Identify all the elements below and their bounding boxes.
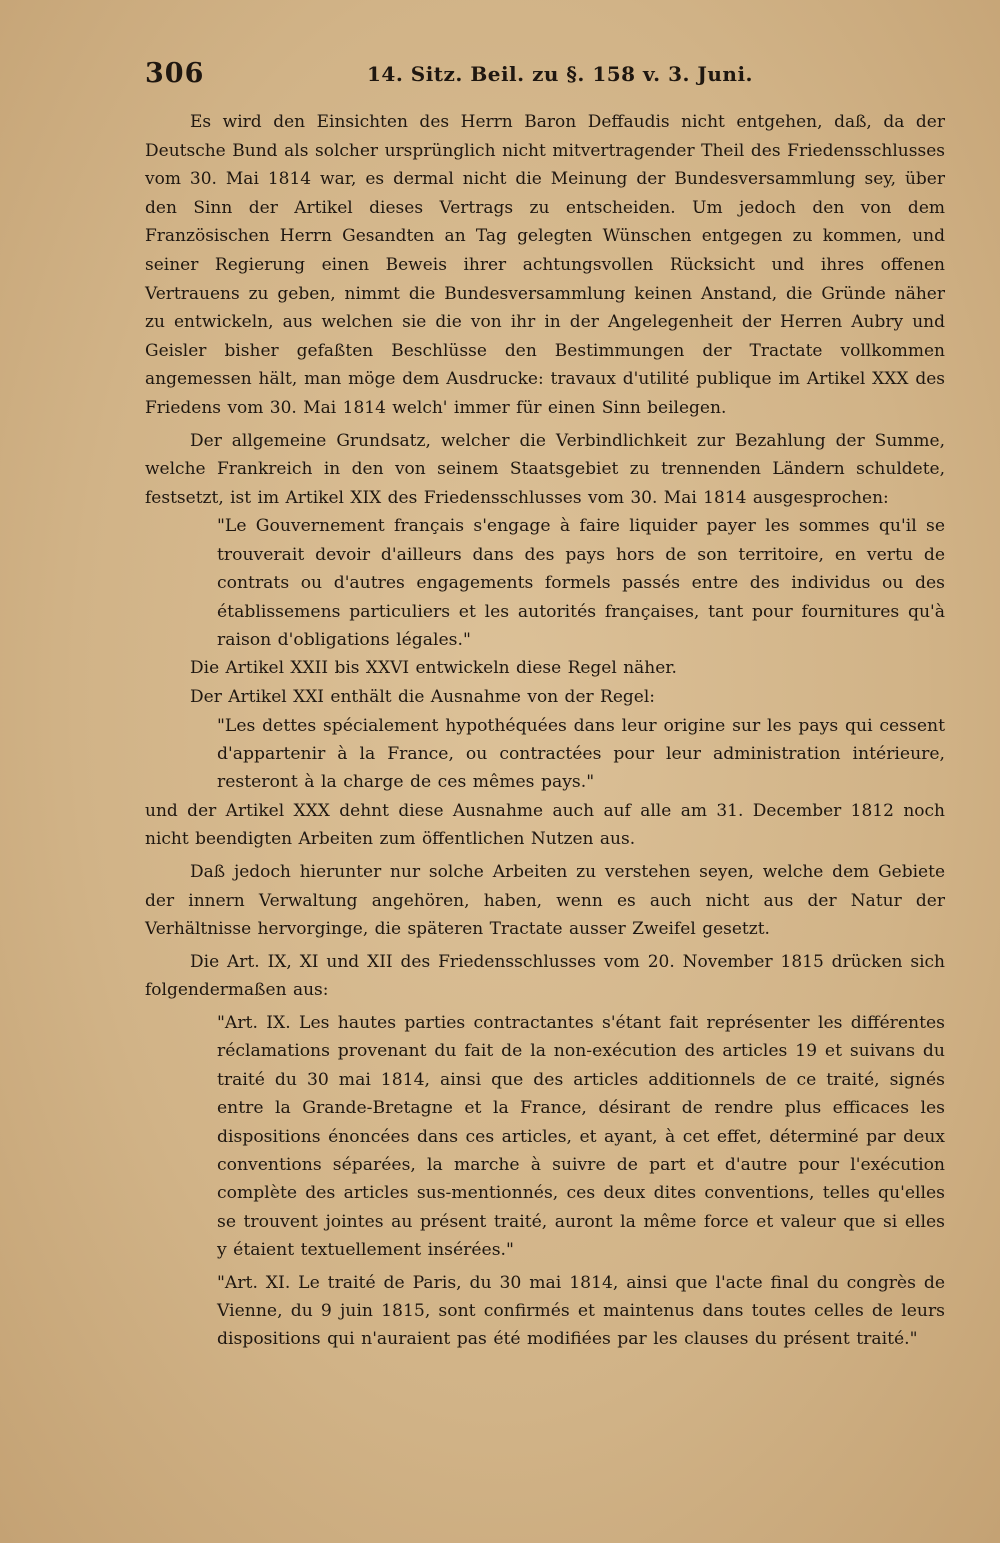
paragraph-6: Daß jedoch hierunter nur solche Arbeiten zu verstehen seyen, welche dem Gebiete der innern Verwaltung angehören, haben, wenn es auch nicht aus der Natur der Verhältnisse hervorginge, die späteren Tractate ausser Zweifel gesetzt. [145,861,945,940]
quote-article-xi: "Art. XI. Le traité de Paris, du 30 mai 1814, ainsi que l'acte final du congrès de Vienne, du 9 juin 1815, sont confirmés et maintenus dans toutes celles de leurs dispositions qui n'auraient pas été modifiées par les clauses du présent traité." [217,1272,945,1350]
paragraph-4: Der Artikel XXI enthält die Ausnahme von der Regel: [190,686,655,707]
paragraph-3: Die Artikel XXII bis XXVI entwickeln diese Regel näher. [190,658,677,679]
running-head: 14. Sitz. Beil. zu §. 158 v. 3. Juni. [367,62,754,86]
body-text [145,108,945,1354]
paragraph-5: und der Artikel XXX dehnt diese Ausnahme auch auf alle am 31. December 1812 noch nicht beendigten Arbeiten zum öffentlichen Nutzen aus. [145,800,945,850]
paragraph-1: Es wird den Einsichten des Herrn Baron Deffaudis nicht entgehen, daß, da der Deutsche Bund als solcher ursprünglich nicht mitvertragender Theil des Friedensschlusses vom 30. Mai 1814 war, es dermal nicht die Meinung der Bundesversammlung sey, über den Sinn der Artikel dieses Vertrags zu entscheiden. Um jedoch den von dem Französischen Herrn Gesandten an Tag gelegten Wünschen entgegen zu kommen, und seiner Regierung einen Beweis ihrer achtungsvollen Rücksicht und ihres offenen Vertrauens zu geben, nimmt die Bundesversammlung keinen Anstand, die Gründe näher zu entwickeln, aus welchen sie die von ihr in der Angelegenheit der Herren Aubry und Geisler bisher gefaßten Beschlüsse den Bestimmungen der Tractate vollkommen angemessen hält, man möge dem Ausdrucke: travaux d'utilité publique im Artikel XXX des Friedens vom 30. Mai 1814 welch' immer für einen Sinn beilegen. [145,112,945,418]
quote-article-xix: "Le Gouvernement français s'engage à faire liquider payer les sommes qu'il se trouverait devoir d'ailleurs dans des pays hors de son territoire, en vertu de contrats ou d'autres engagements formels passés entre des individus ou des établissemens particuliers et les autorités françaises, tant pour fournitures qu'à raison d'obligations légales." [217,516,945,650]
page-header [145,58,940,98]
page-number: 306 [145,58,205,89]
paragraph-2: Der allgemeine Grundsatz, welcher die Verbindlichkeit zur Bezahlung der Summe, welche Frankreich in den von seinem Staatsgebiet zu trennenden Ländern schuldete, festsetzt, ist im Artikel XIX des Friedensschlusses vom 30. Mai 1814 ausgesprochen: [145,430,945,508]
quote-article-ix: "Art. IX. Les hautes parties contractantes s'étant fait représenter les différentes réclamations provenant du fait de la non-exécution des articles 19 et suivans du traité du 30 mai 1814, ainsi que des articles additionnels de ce traité, signés entre la Grande-Bretagne et la France, désirant de rendre plus efficaces les dispositions énoncées dans ces articles, et ayant, à cet effet, déterminé par deux conventions séparées, la marche à suivre de part et d'autre pour l'exécution complète des articles sus-mentionnés, ces deux dites conventions, telles qu'elles se trouvent jointes au présent traité, auront la même force et valeur que si elles y étaient textuellement insérées." [217,1012,945,1261]
quote-article-xxi: "Les dettes spécialement hypothéquées dans leur origine sur les pays qui cessent d'appartenir à la France, ou contractées pour leur administration intérieure, resteront à la charge de ces mêmes pays." [217,715,945,793]
paragraph-7: Die Art. IX, XI und XII des Friedensschlusses vom 20. November 1815 drücken sich folgendermaßen aus: [145,951,945,1001]
